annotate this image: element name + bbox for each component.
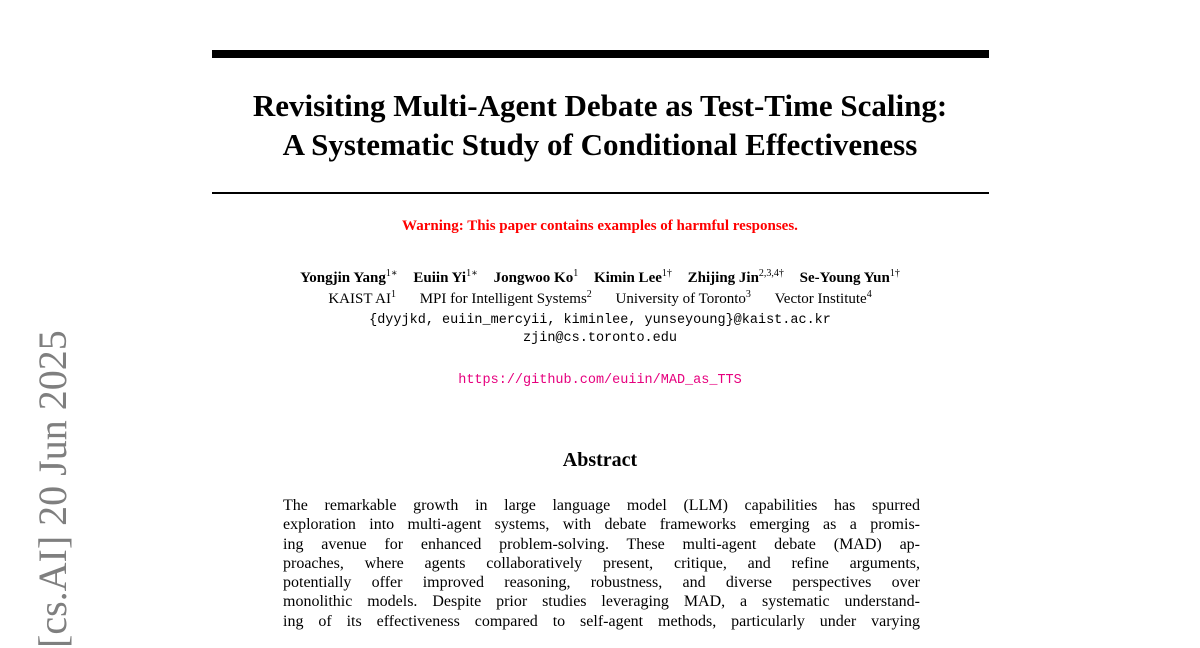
affiliation: KAIST $AI^1$ bbox=[328, 289, 396, 307]
top-rule bbox=[212, 50, 989, 58]
author: Jongwoo Ko$^1$ bbox=[493, 268, 579, 286]
abstract-line: proaches, where agents collaboratively present, critique, and refine arguments, bbox=[283, 554, 920, 572]
author: Euiin $Yi^{1∗}$ bbox=[413, 268, 478, 286]
email-kaist: {dyyjkd, euiin_mercyii, kiminlee, yunseyoung}@kaist.ac.kr bbox=[369, 313, 831, 328]
title-rule bbox=[212, 192, 989, 194]
content-warning: Warning: This paper contains examples of harmful responses. bbox=[402, 218, 798, 234]
arxiv-watermark: [cs.AI] 20 Jun 2025 bbox=[30, 330, 75, 648]
affiliation-list bbox=[0, 289, 1200, 309]
author: Yongjin Yang$^{1∗}$ bbox=[300, 268, 398, 286]
author: Zhijing Jin$^{2,3,4\dagger}$ bbox=[687, 268, 784, 286]
affiliation: Vector Institute$^4$ bbox=[774, 289, 872, 307]
paper-title bbox=[150, 86, 1050, 164]
affiliation: University of Toronto$^3$ bbox=[615, 289, 751, 307]
abstract-heading: Abstract bbox=[562, 449, 638, 471]
author: Se-Young Yun$^{1\dagger}$ bbox=[799, 268, 900, 286]
abstract-line: monolithic models. Despite prior studies leveraging MAD, a systematic understand- bbox=[283, 593, 920, 611]
abstract-line: exploration into multi-agent systems, with debate frameworks emerging as a promis- bbox=[283, 516, 920, 534]
title-line-2: A Systematic Study of Conditional Effectiveness bbox=[282, 127, 918, 162]
title-line-1: Revisiting Multi-Agent Debate as Test-Time Scaling: bbox=[252, 88, 948, 123]
abstract-line: ing avenue for enhanced problem-solving. These multi-agent debate (MAD) ap- bbox=[283, 535, 920, 553]
affiliation: MPI for Intelligent Systems$^2$ bbox=[419, 289, 592, 307]
abstract-line: potentially offer improved reasoning, robustness, and diverse perspectives over bbox=[283, 574, 920, 592]
github-link[interactable]: https://github.com/euiin/MAD_as_TTS bbox=[458, 373, 742, 388]
abstract-line: The remarkable growth in large language model (LLM) capabilities has spurred bbox=[283, 497, 920, 514]
author-list bbox=[0, 268, 1200, 288]
author: Kimin Lee$^{1\dagger}$ bbox=[593, 268, 672, 286]
abstract-line: ing of its effectiveness compared to self-agent methods, particularly under varying bbox=[283, 612, 920, 630]
email-toronto: zjin@cs.toronto.edu bbox=[523, 331, 677, 346]
abstract-body bbox=[283, 496, 920, 631]
